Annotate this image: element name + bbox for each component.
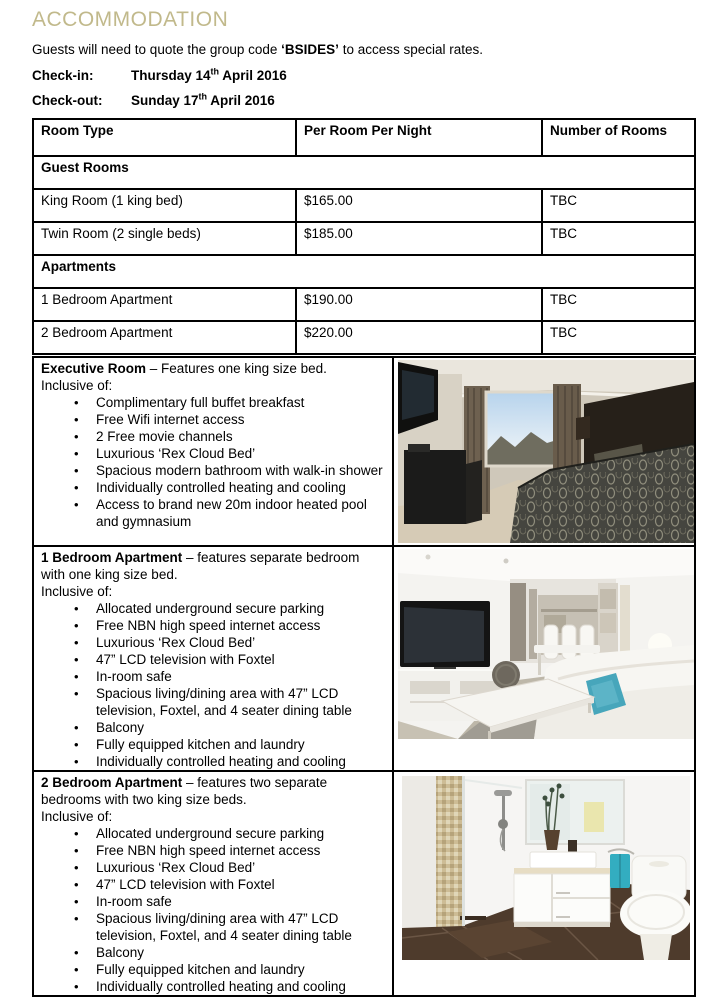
feature-item: • Complimentary full buffet breakfast: [41, 394, 386, 411]
room-detail-row-executive: [33, 357, 695, 546]
rooms-count-cell: TBC: [542, 189, 695, 222]
bullet-icon: [74, 394, 96, 411]
feature-item: • Fully equipped kitchen and laundry: [41, 961, 386, 978]
feature-item: • Balcony: [41, 944, 386, 961]
bullet-icon: [74, 859, 96, 876]
executive-room-photo: [398, 360, 694, 543]
check-in-ordinal: th: [210, 66, 220, 77]
check-out-line: [32, 93, 694, 109]
room-detail-title: Executive Room: [41, 361, 147, 376]
table-row: [33, 189, 695, 222]
room-detail-row-one-bedroom: [33, 546, 695, 771]
rooms-count-cell: TBC: [542, 321, 695, 354]
feature-item: • Luxurious ‘Rex Cloud Bed’: [41, 445, 386, 462]
table-row: [33, 222, 695, 255]
feature-item: • Spacious living/dining area with 47” LCD television, Foxtel, and 4 seater dining table: [41, 685, 386, 719]
table-row: [33, 288, 695, 321]
intro-prefix: Guests will need to quote the group code: [32, 42, 282, 57]
feature-item: • Spacious modern bathroom with walk-in shower: [41, 462, 386, 479]
bullet-icon: [74, 893, 96, 910]
feature-item: • Allocated underground secure parking: [41, 825, 386, 842]
bullet-icon: [74, 961, 96, 978]
check-in-date: Thursday 14: [131, 68, 211, 83]
room-detail-text: [33, 771, 393, 996]
header-number-of-rooms: Number of Rooms: [542, 119, 695, 156]
price-cell: $165.00: [296, 189, 542, 222]
check-out-label: Check-out:: [32, 93, 103, 108]
feature-item: • Allocated underground secure parking: [41, 600, 386, 617]
bullet-icon: [74, 445, 96, 462]
check-in-date-rest: April 2016: [219, 68, 287, 83]
bullet-icon: [74, 428, 96, 445]
section-row-guest-rooms: [33, 156, 695, 189]
intro-text: [32, 42, 694, 57]
bullet-icon: [74, 617, 96, 634]
price-cell: $185.00: [296, 222, 542, 255]
check-out-date-rest: April 2016: [207, 93, 275, 108]
feature-item: • Individually controlled heating and cooling: [41, 479, 386, 496]
room-detail-photo-cell: [393, 771, 695, 996]
room-type-cell: King Room (1 king bed): [33, 189, 296, 222]
room-detail-text: [33, 546, 393, 771]
bullet-icon: [74, 842, 96, 859]
bullet-icon: [74, 944, 96, 961]
feature-item: • In-room safe: [41, 893, 386, 910]
section-label: Guest Rooms: [33, 156, 695, 189]
feature-item: • Free NBN high speed internet access: [41, 842, 386, 859]
header-per-room-per-night: Per Room Per Night: [296, 119, 542, 156]
bullet-icon: [74, 876, 96, 893]
bullet-icon: [74, 462, 96, 479]
section-label: Apartments: [33, 255, 695, 288]
feature-item: • Individually controlled heating and cooling: [41, 753, 386, 770]
room-detail-heading: [41, 549, 386, 583]
check-out-date: Sunday 17: [131, 93, 199, 108]
room-detail-title: 2 Bedroom Apartment: [41, 775, 183, 790]
bullet-icon: [74, 719, 96, 736]
bullet-icon: [74, 978, 96, 995]
room-detail-title: 1 Bedroom Apartment: [41, 550, 183, 565]
bullet-icon: [74, 496, 96, 530]
feature-item: • Luxurious ‘Rex Cloud Bed’: [41, 634, 386, 651]
room-type-cell: 2 Bedroom Apartment: [33, 321, 296, 354]
bullet-icon: [74, 651, 96, 668]
feature-item: • Access to brand new 20m indoor heated pool and gymnasium: [41, 496, 386, 530]
bullet-icon: [74, 825, 96, 842]
feature-item: • Balcony: [41, 719, 386, 736]
room-detail-subtitle: – features separate bedroom with one king size bed.: [41, 550, 360, 582]
intro-suffix: to access special rates.: [338, 42, 484, 57]
room-detail-heading: [41, 774, 386, 808]
bullet-icon: [74, 910, 96, 944]
rooms-count-cell: TBC: [542, 222, 695, 255]
price-cell: $190.00: [296, 288, 542, 321]
feature-item: • 2 Free movie channels: [41, 428, 386, 445]
room-type-cell: 1 Bedroom Apartment: [33, 288, 296, 321]
feature-item: • Free NBN high speed internet access: [41, 617, 386, 634]
room-detail-row-two-bedroom: [33, 771, 695, 996]
room-detail-photo-cell: [393, 546, 695, 771]
section-row-apartments: [33, 255, 695, 288]
rates-table: [32, 118, 696, 355]
inclusive-label: Inclusive of:: [41, 378, 113, 393]
bullet-icon: [74, 411, 96, 428]
two-bedroom-bathroom-photo: [402, 776, 690, 960]
inclusive-label: Inclusive of:: [41, 584, 113, 599]
page-title: ACCOMMODATION: [32, 8, 229, 31]
inclusive-label: Inclusive of:: [41, 809, 113, 824]
bullet-icon: [74, 753, 96, 770]
feature-item: • Free Wifi internet access: [41, 411, 386, 428]
feature-item: • 47” LCD television with Foxtel: [41, 876, 386, 893]
rooms-count-cell: TBC: [542, 288, 695, 321]
one-bedroom-living-photo: [398, 549, 694, 739]
bullet-icon: [74, 736, 96, 753]
room-detail-subtitle: – Features one king size bed.: [146, 361, 327, 376]
feature-item: • Luxurious ‘Rex Cloud Bed’: [41, 859, 386, 876]
table-row: [33, 321, 695, 354]
room-detail-photo-cell: [393, 357, 695, 546]
price-cell: $220.00: [296, 321, 542, 354]
feature-item: • Fully equipped kitchen and laundry: [41, 736, 386, 753]
bullet-icon: [74, 668, 96, 685]
room-details-table: [32, 356, 696, 997]
room-detail-heading: [41, 360, 386, 377]
bullet-icon: [74, 634, 96, 651]
rates-header-row: [33, 119, 695, 156]
bullet-icon: [74, 600, 96, 617]
room-detail-text: [33, 357, 393, 546]
feature-item: • 47” LCD television with Foxtel: [41, 651, 386, 668]
room-detail-subtitle: – features two separate bedrooms with two king size beds.: [41, 775, 328, 807]
check-in-label: Check-in:: [32, 68, 94, 83]
bullet-icon: [74, 479, 96, 496]
room-type-cell: Twin Room (2 single beds): [33, 222, 296, 255]
feature-item: • Spacious living/dining area with 47” LCD television, Foxtel, and 4 seater dining table: [41, 910, 386, 944]
bullet-icon: [74, 685, 96, 719]
check-out-ordinal: th: [198, 91, 208, 102]
check-in-line: [32, 68, 694, 84]
feature-item: • Individually controlled heating and cooling: [41, 978, 386, 995]
group-code: ‘BSIDES’: [281, 42, 339, 57]
header-room-type: Room Type: [33, 119, 296, 156]
feature-item: • In-room safe: [41, 668, 386, 685]
